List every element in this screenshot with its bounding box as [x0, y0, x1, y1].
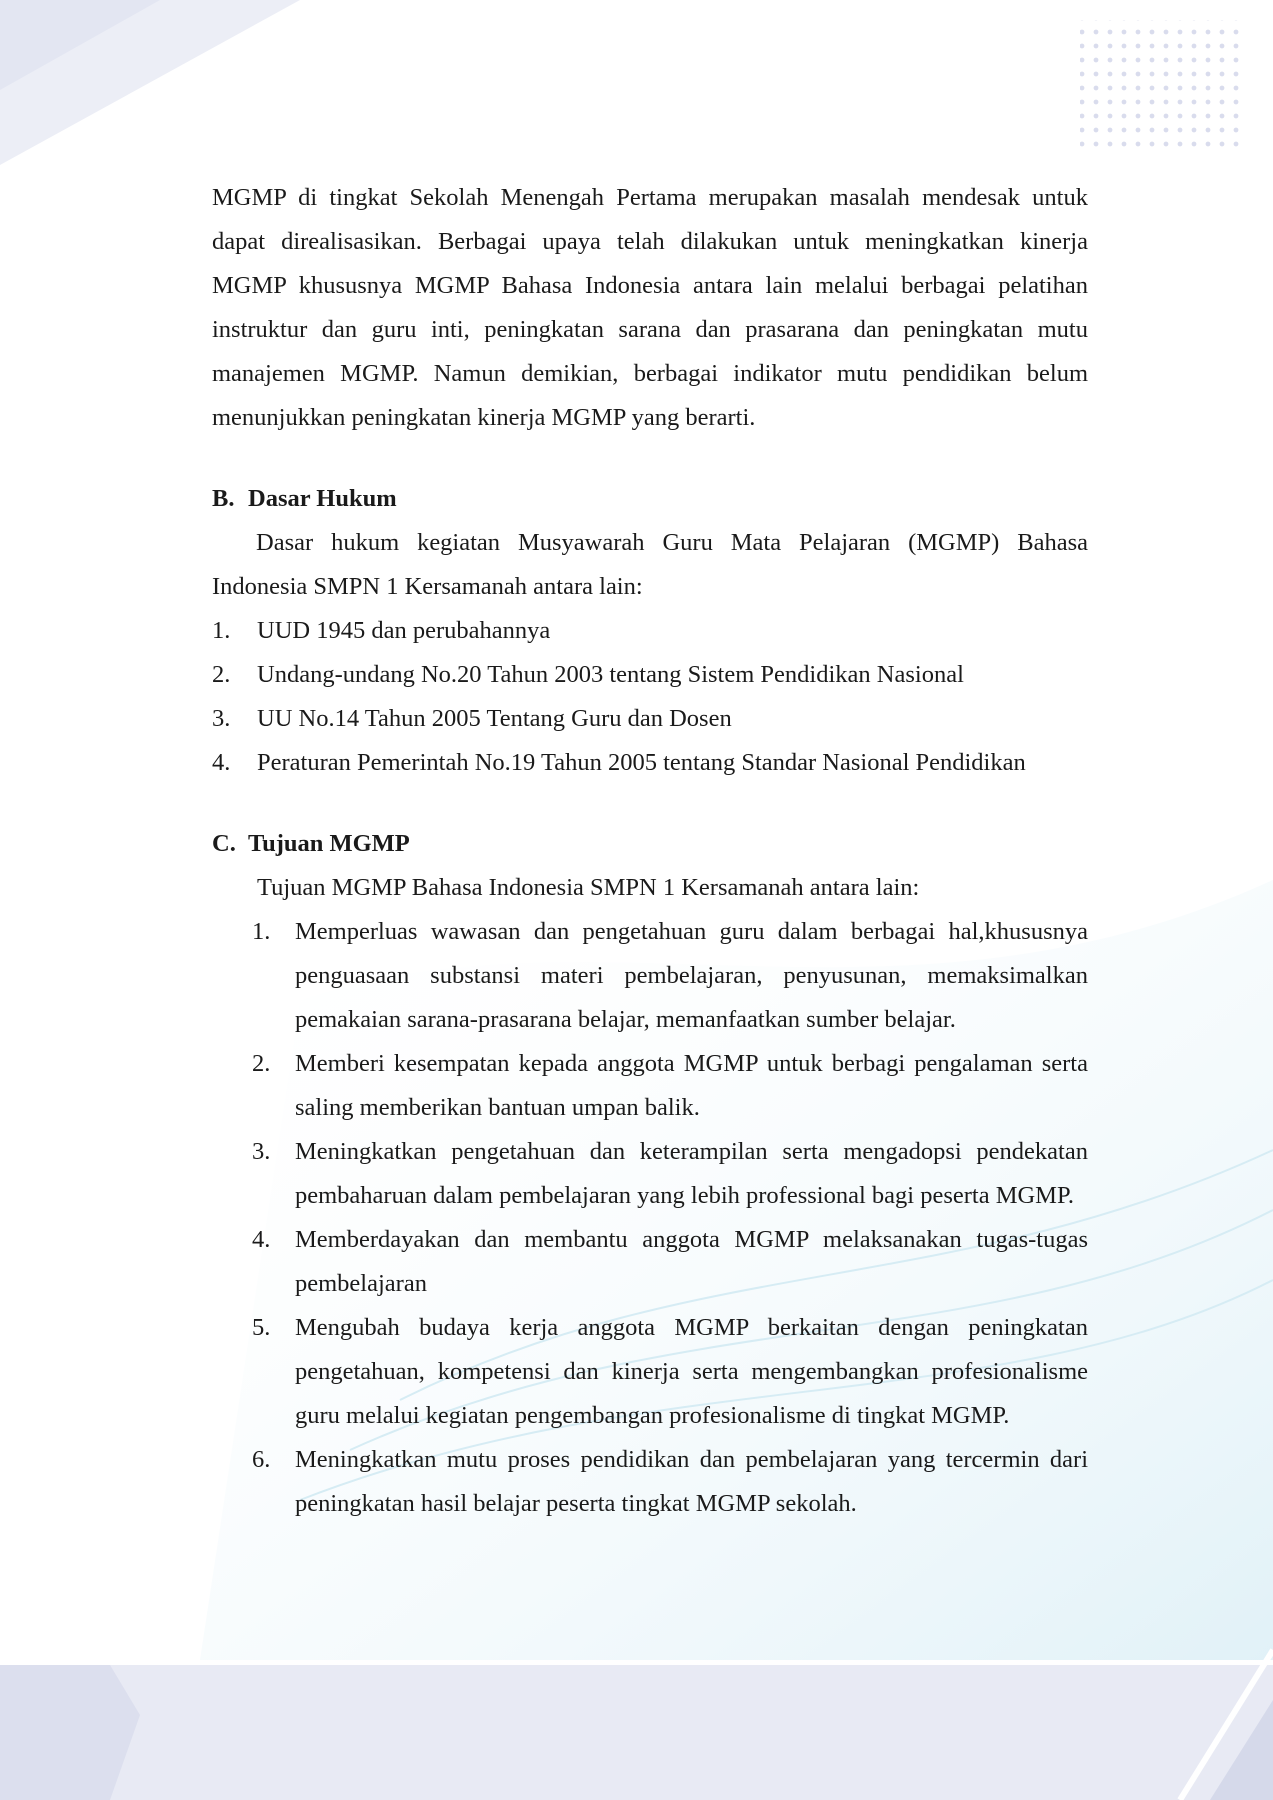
list-number: 6.: [252, 1446, 271, 1473]
list-text: Memberi kesempatan kepada anggota MGMP untuk berbagi pengalaman serta saling memberikan bantuan umpan balik.: [295, 1050, 1088, 1121]
list-item: [252, 1042, 1088, 1130]
section-b-letter: B.: [212, 485, 235, 512]
section-c-title: Tujuan MGMP: [248, 830, 410, 857]
section-b-intro: Dasar hukum kegiatan Musyawarah Guru Mata Pelajaran (MGMP) Bahasa Indonesia SMPN 1 Kersamanah antara lain:: [212, 529, 1088, 600]
list-number: 1.: [212, 617, 231, 644]
list-number: 2.: [212, 661, 231, 688]
intro-paragraph: MGMP di tingkat Sekolah Menengah Pertama merupakan masalah mendesak untuk dapat direalisasikan. Berbagai upaya telah dilakukan untuk meningkatkan kinerja MGMP khususnya MGMP Bahasa Indonesia antara lain melalui berbagai pelatihan instruktur dan guru inti, peningkatan sarana dan prasarana dan peningkatan mutu manajemen MGMP. Namun demikian, berbagai indikator mutu pendidikan belum menunjukkan peningkatan kinerja MGMP yang berarti.: [212, 184, 1088, 431]
list-number: 4.: [252, 1226, 271, 1253]
section-c-heading: [212, 822, 1088, 866]
list-item: [252, 1438, 1088, 1526]
list-text: Meningkatkan pengetahuan dan keterampilan serta mengadopsi pendekatan pembaharuan dalam pembelajaran yang lebih professional bagi peserta MGMP.: [295, 1138, 1088, 1209]
list-text: Memperluas wawasan dan pengetahuan guru dalam berbagai hal,khususnya penguasaan substansi materi pembelajaran, penyusunan, memaksimalkan pemakaian sarana-prasarana belajar, memanfaatkan sumber belajar.: [295, 918, 1088, 1033]
list-item: [252, 1306, 1088, 1438]
list-text: Meningkatkan mutu proses pendidikan dan pembelajaran yang tercermin dari peningkatan hasil belajar peserta tingkat MGMP sekolah.: [295, 1446, 1088, 1517]
list-text: Peraturan Pemerintah No.19 Tahun 2005 tentang Standar Nasional Pendidikan: [257, 749, 1026, 776]
list-number: 5.: [252, 1314, 271, 1341]
list-text: UU No.14 Tahun 2005 Tentang Guru dan Dosen: [257, 705, 732, 732]
list-number: 1.: [252, 918, 271, 945]
list-item: [252, 910, 1088, 1042]
list-item: [212, 741, 1088, 785]
list-text: Undang-undang No.20 Tahun 2003 tentang Sistem Pendidikan Nasional: [257, 661, 964, 688]
list-text: Memberdayakan dan membantu anggota MGMP melaksanakan tugas-tugas pembelajaran: [295, 1226, 1088, 1297]
list-number: 3.: [212, 705, 231, 732]
list-number: 4.: [212, 749, 231, 776]
list-number: 3.: [252, 1138, 271, 1165]
document-body: [212, 176, 1088, 1526]
section-c-intro: Tujuan MGMP Bahasa Indonesia SMPN 1 Kersamanah antara lain:: [257, 874, 920, 901]
list-item: [212, 697, 1088, 741]
top-right-dots: [1080, 20, 1240, 150]
bottom-band: [0, 1665, 1273, 1800]
section-b-title: Dasar Hukum: [248, 485, 397, 512]
list-text: Mengubah budaya kerja anggota MGMP berkaitan dengan peningkatan pengetahuan, kompetensi dan kinerja serta mengembangkan profesionalisme guru melalui kegiatan pengembangan profesionalisme di tingkat MGMP.: [295, 1314, 1088, 1429]
section-c-letter: C.: [212, 830, 236, 857]
list-item: [212, 609, 1088, 653]
section-c-list: [212, 910, 1088, 1526]
list-item: [252, 1218, 1088, 1306]
list-number: 2.: [252, 1050, 271, 1077]
list-item: [212, 653, 1088, 697]
section-b-heading: [212, 477, 1088, 521]
list-item: [252, 1130, 1088, 1218]
section-b-list: [212, 609, 1088, 785]
list-text: UUD 1945 dan perubahannya: [257, 617, 551, 644]
